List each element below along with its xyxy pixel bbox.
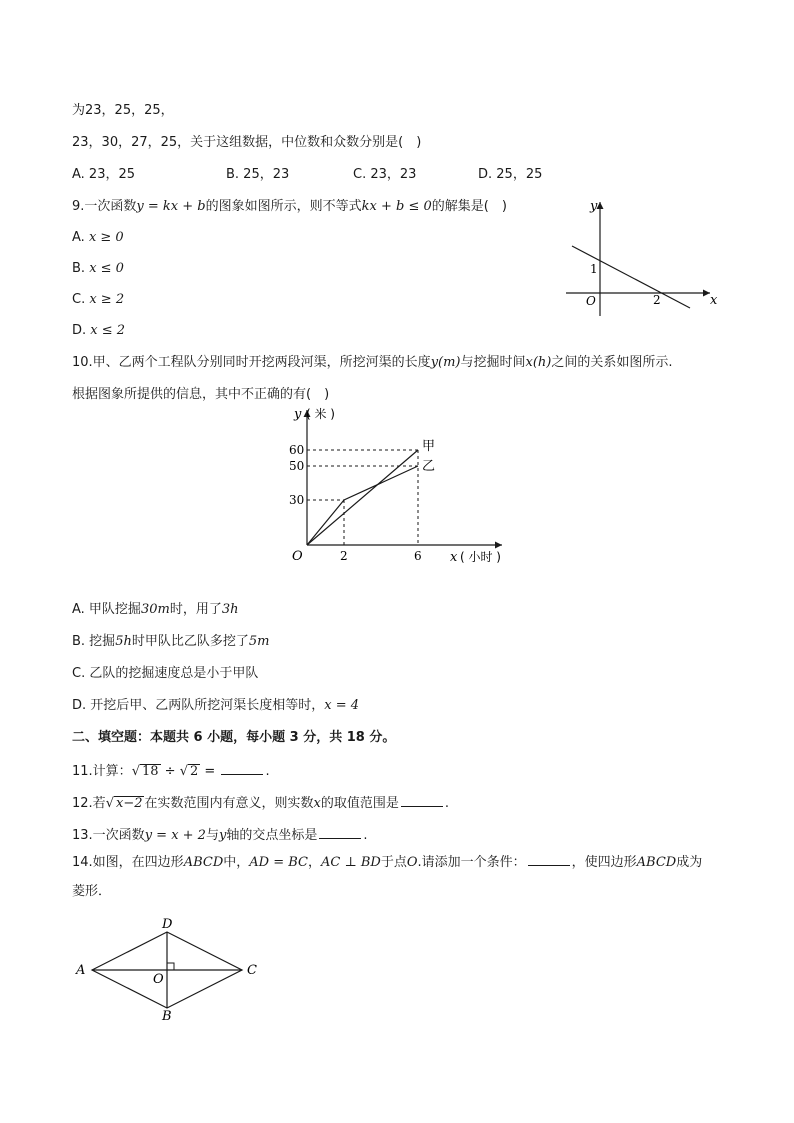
q14-mid2: 于点 xyxy=(380,855,407,870)
q14-line1 xyxy=(72,852,702,872)
q14-line2: 菱形． xyxy=(72,884,112,899)
q9-function: y = kx + b xyxy=(136,199,206,214)
q14-point: O xyxy=(406,855,418,870)
q9-x-label: x xyxy=(710,293,718,308)
section2-title: 二、填空题：本题共 6 小题，每小题 3 分，共 18 分。 xyxy=(72,730,396,745)
q13-function: y = x + 2 xyxy=(144,828,206,843)
q10-text2: 根据图象所提供的信息，其中不正确的有( ) xyxy=(72,387,330,402)
q14-answer-blank[interactable] xyxy=(528,852,570,866)
q8-text1: 为23，25，25， xyxy=(72,103,174,118)
q13-prefix: 13.一次函数 xyxy=(72,828,145,843)
q10-option-b-t2: 时甲队比乙队多挖了 xyxy=(131,634,249,649)
q10-text-e: 之间的关系如图所示. xyxy=(551,355,673,370)
q12-suffix: 的取值范围是 xyxy=(320,796,399,811)
q8-text2: 23，30，27，25，关于这组数据，中位数和众数分别是( ) xyxy=(72,135,422,150)
q10-var-y: y(m) xyxy=(430,355,461,370)
q11-sqrt-sign-2: √ xyxy=(179,764,188,779)
q10-y-unit: ( 米 ) xyxy=(306,407,335,421)
q10-option-b-t1: B. 挖掘 xyxy=(72,634,116,649)
q9-prefix: 9.一次函数 xyxy=(72,199,137,214)
q10-series-jia xyxy=(307,450,418,545)
q9-option-c[interactable] xyxy=(72,291,124,309)
q11-radicand-2: 2 xyxy=(190,764,199,779)
q14-mid3: .请添加一个条件： xyxy=(417,855,526,870)
q14-label-d: D xyxy=(162,917,173,932)
q8-option-c[interactable]: C. 23，23 xyxy=(353,167,417,182)
q10-option-c[interactable] xyxy=(72,665,258,683)
q10-text-c: 与挖掘时间 xyxy=(460,355,526,370)
q10-option-b-m1: 5h xyxy=(115,634,132,649)
q8-option-d[interactable]: D. 25，25 xyxy=(478,167,543,182)
q9-stem xyxy=(72,198,507,216)
q10-label-jia: 甲 xyxy=(422,439,436,454)
q11-equals: = xyxy=(200,764,220,779)
q8-line1 xyxy=(72,102,174,120)
q8-line2 xyxy=(72,134,421,152)
q14-right-angle-mark xyxy=(167,963,174,970)
q9-y-intercept-label: 1 xyxy=(590,262,598,276)
q9-option-a[interactable] xyxy=(72,229,124,247)
q14-quad: ABCD xyxy=(183,855,224,870)
q10-chart xyxy=(280,404,530,576)
q10-x-unit: ( 小时 ) xyxy=(460,550,501,564)
q9-option-c-label: C. xyxy=(72,292,90,307)
q13-var: y xyxy=(218,828,227,843)
q9-option-a-label: A. xyxy=(72,230,89,245)
q14-mid1: 中， xyxy=(223,855,250,870)
q10-option-d[interactable] xyxy=(72,697,359,715)
q9-option-b-expr: x ≤ 0 xyxy=(89,261,124,276)
q8-option-b[interactable]: B. 25，23 xyxy=(226,167,290,182)
q13-suffix: 轴的交点坐标是 xyxy=(226,828,318,843)
q14-label-b: B xyxy=(162,1009,172,1024)
q10-text-a: 10.甲、乙两个工程队分别同时开挖两段河渠，所挖河渠的长度 xyxy=(72,355,431,370)
q9-middle: 的图象如图所示，则不等式 xyxy=(205,199,362,214)
q14-cond1: AD = BC xyxy=(249,855,308,870)
q8-option-a[interactable]: A. 23，25 xyxy=(72,167,136,182)
q9-suffix: 的解集是( ) xyxy=(431,199,507,214)
q12-prefix: 12.若 xyxy=(72,796,106,811)
q11-prefix: 11.计算： xyxy=(72,764,132,779)
q10-y-label: y xyxy=(294,407,302,422)
q11-divide: ÷ xyxy=(160,764,180,779)
q11-answer-blank[interactable] xyxy=(221,761,263,775)
q10-x-label: x xyxy=(450,550,458,565)
q10-tick-x2: 2 xyxy=(340,549,348,563)
q10-option-b-m2: 5m xyxy=(248,634,270,649)
q10-series-yi xyxy=(307,466,418,545)
q12-middle: 在实数范围内有意义，则实数 xyxy=(144,796,314,811)
q12-answer-blank[interactable] xyxy=(401,793,443,807)
q13-line xyxy=(72,825,367,845)
q13-end: . xyxy=(363,828,368,843)
q9-option-d-expr: x ≤ 2 xyxy=(90,323,126,338)
q9-option-d-label: D. xyxy=(72,323,91,338)
q10-option-c-t1: C. 乙队的挖掘速度总是小于甲队 xyxy=(72,666,259,681)
q9-x-intercept-label: 2 xyxy=(653,293,661,307)
q10-tick-50: 50 xyxy=(289,459,305,473)
q10-line1 xyxy=(72,354,673,372)
q10-var-x: x(h) xyxy=(525,355,552,370)
q10-tick-x6: 6 xyxy=(414,549,422,563)
q13-middle: 与 xyxy=(205,828,219,843)
q9-option-b-label: B. xyxy=(72,261,90,276)
q10-option-d-m1: x = 4 xyxy=(324,698,360,713)
q11-line xyxy=(72,761,270,781)
q11-end: . xyxy=(265,764,270,779)
q9-y-label: y xyxy=(590,199,598,214)
q14-label-c: C xyxy=(247,963,257,978)
q10-option-a[interactable] xyxy=(72,601,238,619)
q12-sqrt-sign: √ xyxy=(105,796,114,811)
q14-label-a: A xyxy=(76,963,86,978)
q10-tick-60: 60 xyxy=(289,443,305,457)
q11-radicand-1: 18 xyxy=(141,764,159,779)
q14-mid4: ，使四边形 xyxy=(571,855,637,870)
q10-option-a-m2: 3h xyxy=(221,602,239,617)
q9-option-a-expr: x ≥ 0 xyxy=(88,230,124,245)
q10-option-a-m1: 30m xyxy=(140,602,170,617)
q10-tick-30: 30 xyxy=(289,493,305,507)
q14-label-o: O xyxy=(153,972,164,987)
q10-label-yi: 乙 xyxy=(422,459,436,474)
q14-comma: ， xyxy=(307,855,321,870)
q14-quad2: ABCD xyxy=(636,855,677,870)
q12-end: . xyxy=(444,796,449,811)
q9-option-c-expr: x ≥ 2 xyxy=(89,292,125,307)
q9-option-d[interactable] xyxy=(72,322,125,340)
q9-origin-label: O xyxy=(586,294,596,308)
q12-radicand: x−2 xyxy=(115,796,143,811)
q14-rhombus-figure xyxy=(72,915,272,1025)
q9-option-b[interactable] xyxy=(72,260,124,278)
q10-origin: O xyxy=(292,549,303,564)
q10-option-a-t2: 时，用了 xyxy=(169,602,222,617)
q10-option-d-t1: D. 开挖后甲、乙两队所挖河渠长度相等时， xyxy=(72,698,325,713)
q12-line xyxy=(72,793,449,813)
q14-cond2: AC ⊥ BD xyxy=(321,855,381,870)
q9-graph xyxy=(560,196,730,320)
q11-sqrt-sign-1: √ xyxy=(131,764,140,779)
q12-var: x xyxy=(313,796,321,811)
q10-option-a-t1: A. 甲队挖掘 xyxy=(72,602,141,617)
q10-option-b[interactable] xyxy=(72,633,269,651)
q14-end1: 成为 xyxy=(676,855,703,870)
q14-prefix: 14.如图，在四边形 xyxy=(72,855,184,870)
q10-line2 xyxy=(72,386,329,404)
q13-answer-blank[interactable] xyxy=(319,825,361,839)
q9-inequality: kx + b ≤ 0 xyxy=(361,199,432,214)
